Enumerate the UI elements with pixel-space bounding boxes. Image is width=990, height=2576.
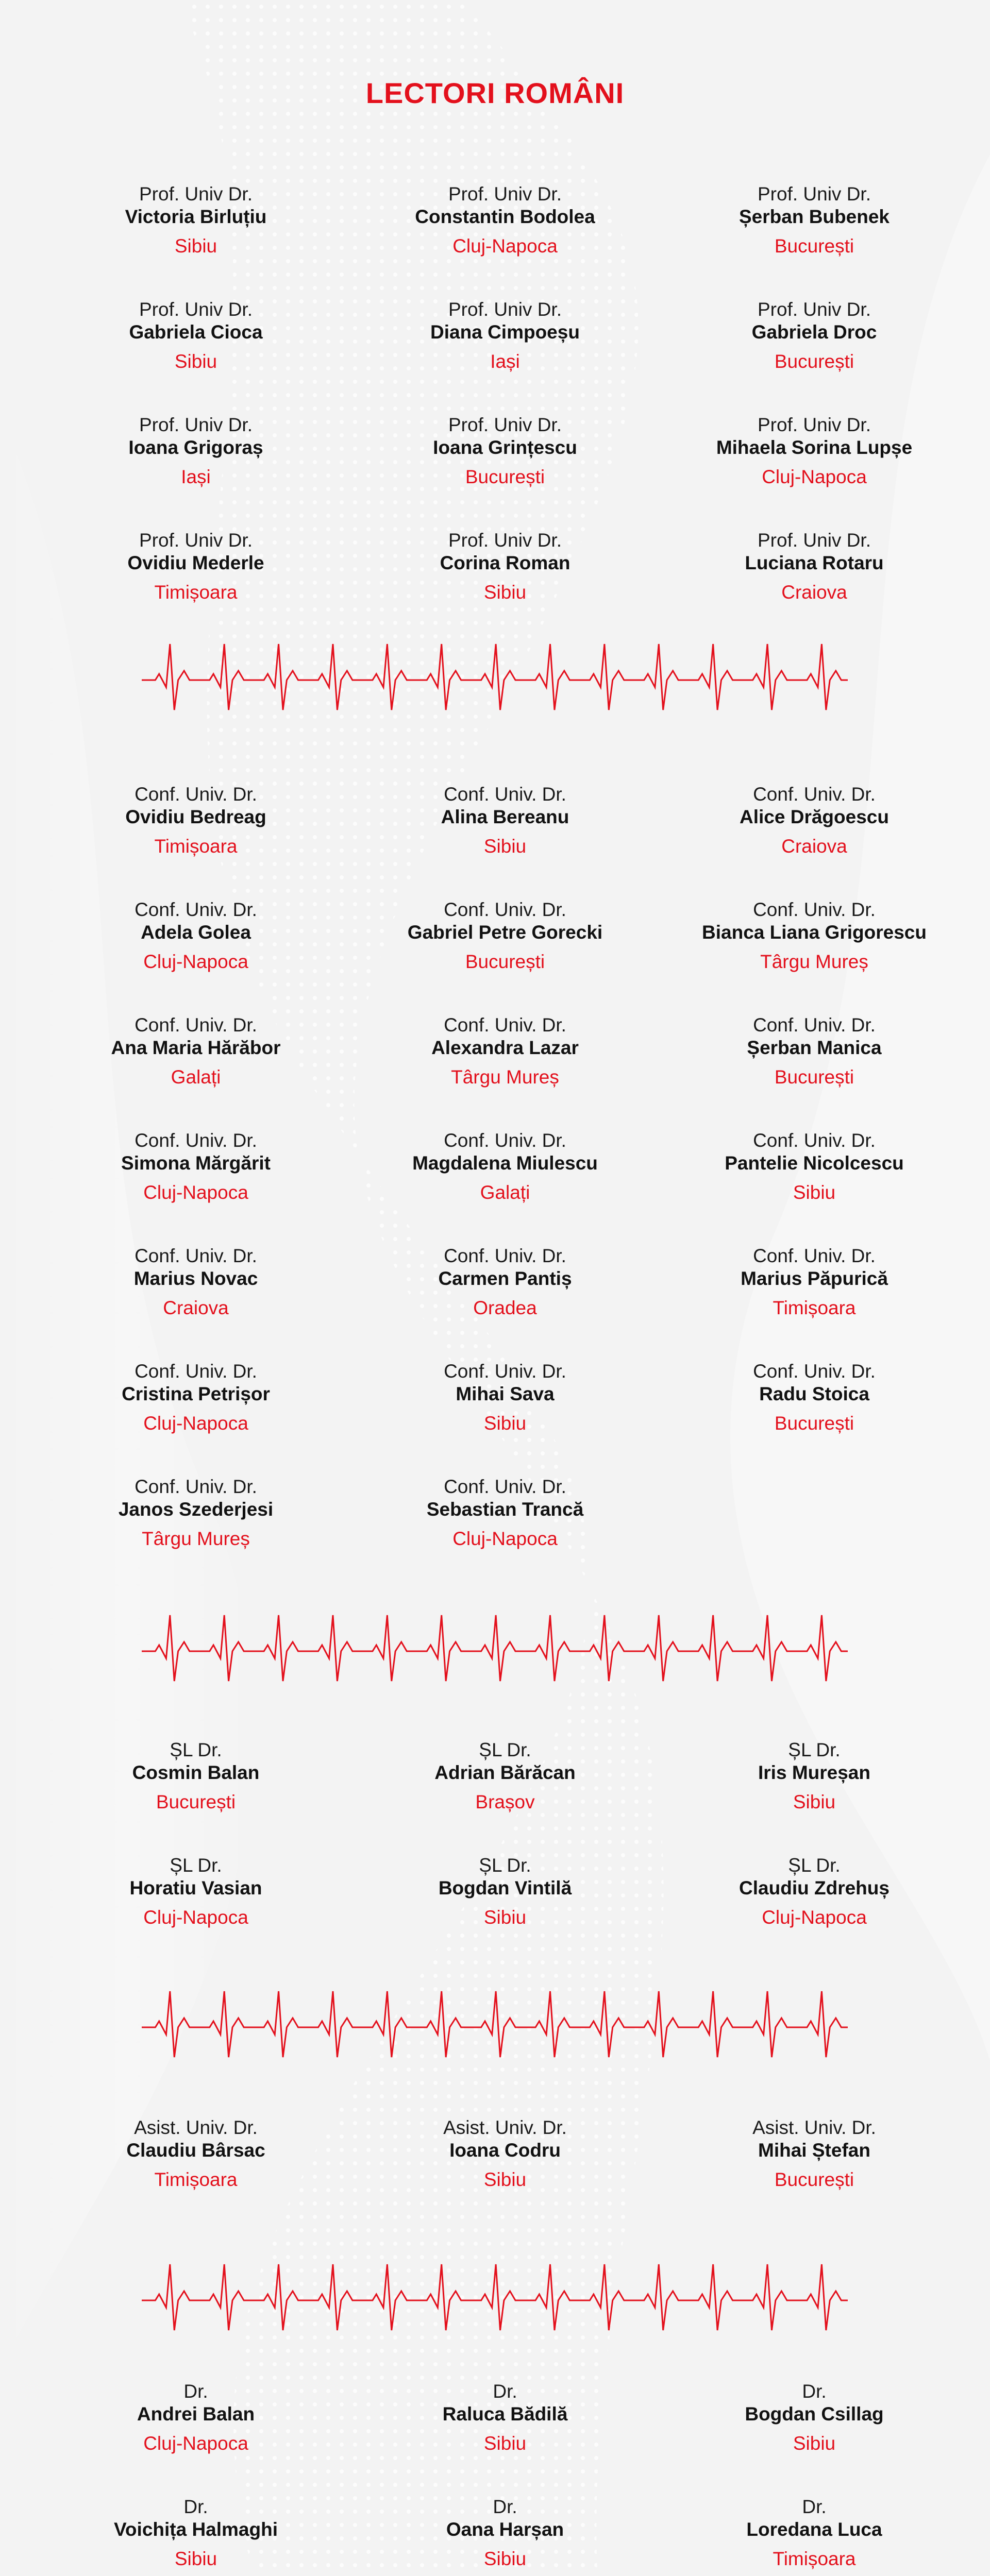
lecturer-name: Gabriela Cioca — [129, 321, 263, 343]
lecturer-card — [350, 2116, 660, 2232]
lecturer-name: Janos Szederjesi — [118, 1499, 274, 1520]
lecturer-title: Conf. Univ. Dr. — [753, 1361, 876, 1382]
lecturer-name: Ioana Grigoraș — [128, 437, 263, 459]
lecturer-name: Loredana Luca — [746, 2519, 882, 2540]
lecturer-city: Timișoara — [773, 2548, 856, 2569]
lecturer-name: Marius Păpurică — [741, 1268, 888, 1290]
lecturer-card — [41, 2116, 350, 2232]
lecturer-card — [350, 783, 660, 899]
lecturer-name: Mihai Sava — [456, 1383, 555, 1405]
lecturer-card — [660, 899, 969, 1014]
lecturer-name: Magdalena Miulescu — [412, 1153, 598, 1174]
lecturer-city: Cluj-Napoca — [762, 1906, 867, 1928]
lecturer-card — [660, 2116, 969, 2232]
lecturer-name: Ioana Grințescu — [433, 437, 577, 459]
lecturer-name: Mihai Ștefan — [758, 2140, 870, 2161]
lecturer-card — [660, 1739, 969, 1854]
lecturer-city: Târgu Mureș — [142, 1528, 250, 1549]
lecturer-city: Sibiu — [483, 835, 527, 857]
lecturer-city: Cluj-Napoca — [452, 1528, 558, 1549]
lecturer-card — [41, 1360, 350, 1476]
heartbeat-divider — [142, 2259, 848, 2342]
lecturer-city: Cluj-Napoca — [762, 466, 867, 487]
lecturer-city: Timișoara — [154, 2168, 238, 2190]
lecturer-city: București — [774, 235, 854, 257]
lecturer-city: Iași — [181, 466, 211, 487]
lecturer-title: Dr. — [493, 2496, 517, 2517]
lecturer-title: Prof. Univ Dr. — [448, 299, 562, 320]
lecturer-title: Conf. Univ. Dr. — [753, 1014, 876, 1036]
lecturer-title: Conf. Univ. Dr. — [135, 784, 257, 805]
lecturer-card — [41, 414, 350, 529]
lecturer-city: Sibiu — [793, 2432, 836, 2454]
lecturer-card — [41, 2380, 350, 2496]
lecturer-city: Sibiu — [483, 2168, 527, 2190]
lecturer-title: Prof. Univ Dr. — [139, 183, 253, 205]
lecturer-title: Prof. Univ Dr. — [139, 414, 253, 435]
lecturer-name: Bianca Liana Grigorescu — [702, 922, 927, 943]
lecturer-title: Asist. Univ. Dr. — [443, 2117, 567, 2138]
lecturer-city: Sibiu — [174, 235, 217, 257]
lecturer-city: Târgu Mureș — [760, 951, 868, 972]
lecturer-name: Pantelie Nicolcescu — [725, 1153, 904, 1174]
lecturer-name: Voichița Halmaghi — [114, 2519, 278, 2540]
lecturer-card — [350, 2380, 660, 2496]
lecturer-name: Cosmin Balan — [132, 1762, 260, 1784]
lecturer-city: Sibiu — [483, 581, 527, 603]
lecturer-card — [660, 1129, 969, 1245]
lecturer-card — [350, 1739, 660, 1854]
lecturer-city: Cluj-Napoca — [143, 1906, 248, 1928]
heartbeat-divider — [142, 639, 848, 721]
lecturer-city: Timișoara — [773, 1297, 856, 1318]
lecturer-name: Constantin Bodolea — [415, 206, 595, 228]
lecturer-card — [660, 2380, 969, 2496]
lecturer-title: Conf. Univ. Dr. — [444, 1361, 566, 1382]
lecturer-title: ȘL Dr. — [788, 1855, 841, 1876]
lecturer-card — [350, 899, 660, 1014]
lecturer-city: Târgu Mureș — [451, 1066, 559, 1088]
lecturer-card — [350, 1014, 660, 1129]
lecturer-name: Corina Roman — [440, 552, 570, 574]
lecturer-title: Dr. — [802, 2381, 827, 2402]
lecturer-city: Sibiu — [174, 2548, 217, 2569]
lecturer-city: Oradea — [473, 1297, 537, 1318]
lecturer-name: Bogdan Csillag — [745, 2403, 884, 2425]
lecturer-card — [350, 1129, 660, 1245]
lecturer-city: București — [465, 466, 545, 487]
lecturer-city: Sibiu — [483, 2432, 527, 2454]
lecturer-title: Prof. Univ Dr. — [758, 414, 871, 435]
lecturer-card — [660, 783, 969, 899]
lecturer-title: Prof. Univ Dr. — [758, 530, 871, 551]
lecturer-title: Dr. — [493, 2381, 517, 2402]
lecturer-city: Cluj-Napoca — [143, 1181, 248, 1203]
lecturer-title: Conf. Univ. Dr. — [753, 899, 876, 920]
lecturer-title: Conf. Univ. Dr. — [444, 1014, 566, 1036]
lecturer-title: ȘL Dr. — [479, 1855, 531, 1876]
lecturer-title: Asist. Univ. Dr. — [134, 2117, 258, 2138]
lecturer-title: Prof. Univ Dr. — [448, 414, 562, 435]
lecturer-card — [350, 183, 660, 298]
lecturer-title: Conf. Univ. Dr. — [135, 1361, 257, 1382]
lecturer-card — [350, 414, 660, 529]
lecturer-city: București — [156, 1791, 236, 1812]
lecturer-title: Prof. Univ Dr. — [139, 530, 253, 551]
lecturer-card — [660, 414, 969, 529]
lecturer-title: Prof. Univ Dr. — [758, 183, 871, 205]
lecturer-title: Dr. — [183, 2496, 208, 2517]
lecturer-title: Conf. Univ. Dr. — [135, 899, 257, 920]
section-lecturers — [0, 1739, 990, 1970]
lecturer-title: ȘL Dr. — [170, 1855, 222, 1876]
lecturer-city: Galați — [171, 1066, 221, 1088]
lecturer-name: Bogdan Vintilă — [438, 1877, 572, 1899]
lecturer-title: ȘL Dr. — [479, 1739, 531, 1760]
lecturer-title: Dr. — [183, 2381, 208, 2402]
lecturer-card — [41, 1476, 350, 1591]
lecturer-title: Conf. Univ. Dr. — [444, 1476, 566, 1497]
lecturer-city: Cluj-Napoca — [143, 1412, 248, 1434]
lecturer-city: Craiova — [781, 835, 847, 857]
heartbeat-divider — [142, 1986, 848, 2069]
lecturer-card — [41, 1245, 350, 1360]
lecturer-name: Mihaela Sorina Lupșe — [716, 437, 913, 459]
lecturer-title: Prof. Univ Dr. — [448, 530, 562, 551]
lecturer-card — [660, 183, 969, 298]
lecturer-city: Timișoara — [154, 835, 238, 857]
lecturer-name: Raluca Bădilă — [442, 2403, 568, 2425]
lecturer-card — [660, 1245, 969, 1360]
lecturer-name: Andrei Balan — [137, 2403, 255, 2425]
lecturer-name: Adela Golea — [141, 922, 251, 943]
lecturer-city: Sibiu — [483, 1906, 527, 1928]
lecturer-title: Conf. Univ. Dr. — [753, 1245, 876, 1266]
lecturer-card — [660, 1854, 969, 1970]
lecturer-name: Luciana Rotaru — [745, 552, 884, 574]
heartbeat-divider — [142, 1610, 848, 1692]
lecturer-name: Șerban Manica — [747, 1037, 882, 1059]
lecturer-name: Gabriela Droc — [751, 321, 877, 343]
lecturer-card — [41, 298, 350, 414]
lecturer-card — [41, 1129, 350, 1245]
lecturer-title: ȘL Dr. — [788, 1739, 841, 1760]
lecturer-city: Sibiu — [793, 1791, 836, 1812]
lecturer-title: Prof. Univ Dr. — [139, 299, 253, 320]
lecturer-title: Conf. Univ. Dr. — [135, 1245, 257, 1266]
lecturer-title: Conf. Univ. Dr. — [753, 784, 876, 805]
lecturer-name: Alexandra Lazar — [431, 1037, 579, 1059]
lecturer-title: Prof. Univ Dr. — [758, 299, 871, 320]
lecturer-card — [350, 1360, 660, 1476]
lecturer-card — [41, 783, 350, 899]
lecturer-city: București — [774, 350, 854, 372]
lecturer-card — [660, 529, 969, 645]
lecturer-city: Sibiu — [174, 350, 217, 372]
lecturer-card — [41, 529, 350, 645]
lecturer-card — [350, 298, 660, 414]
lecturer-title: ȘL Dr. — [170, 1739, 222, 1760]
lecturer-name: Marius Novac — [133, 1268, 258, 1290]
lecturer-name: Oana Harșan — [446, 2519, 564, 2540]
lecturer-title: Conf. Univ. Dr. — [444, 1245, 566, 1266]
section-associate-professors — [0, 783, 990, 1591]
lecturer-city: Cluj-Napoca — [143, 2432, 248, 2454]
lecturer-city: Brașov — [475, 1791, 535, 1812]
lecturer-city: Craiova — [163, 1297, 229, 1318]
lecturer-card — [350, 2496, 660, 2576]
lecturer-name: Alice Drăgoescu — [740, 806, 889, 828]
lecturer-city: Craiova — [781, 581, 847, 603]
lecturer-card — [41, 183, 350, 298]
section-doctors — [0, 2380, 990, 2576]
lecturer-card — [350, 1245, 660, 1360]
lecturer-title: Conf. Univ. Dr. — [444, 899, 566, 920]
lecturer-name: Radu Stoica — [759, 1383, 869, 1405]
lecturer-name: Claudiu Zdrehuș — [739, 1877, 890, 1899]
lecturer-title: Conf. Univ. Dr. — [753, 1130, 876, 1151]
lecturer-name: Cristina Petrișor — [122, 1383, 270, 1405]
lecturer-city: Sibiu — [483, 2548, 527, 2569]
lecturer-card — [660, 2496, 969, 2576]
lecturer-title: Conf. Univ. Dr. — [444, 784, 566, 805]
lecturer-name: Ovidiu Mederle — [127, 552, 264, 574]
section-assistants — [0, 2116, 990, 2232]
lecturer-card — [660, 298, 969, 414]
lecturer-card — [41, 1014, 350, 1129]
lecturer-name: Iris Mureșan — [758, 1762, 870, 1784]
lecturer-name: Horatiu Vasian — [129, 1877, 262, 1899]
lecturer-name: Carmen Pantiș — [438, 1268, 572, 1290]
lecturer-city: Cluj-Napoca — [143, 951, 248, 972]
lecturer-card — [41, 1739, 350, 1854]
lecturer-title: Conf. Univ. Dr. — [135, 1476, 257, 1497]
lecturer-card — [41, 1854, 350, 1970]
lecturer-name: Șerban Bubenek — [739, 206, 890, 228]
lecturer-title: Conf. Univ. Dr. — [135, 1014, 257, 1036]
lecturer-name: Ovidiu Bedreag — [125, 806, 266, 828]
lecturer-city: Sibiu — [793, 1181, 836, 1203]
section-professors — [0, 183, 990, 645]
lecturer-city: Cluj-Napoca — [452, 235, 558, 257]
lecturer-name: Alina Bereanu — [441, 806, 569, 828]
lecturer-name: Simona Mărgărit — [121, 1153, 271, 1174]
lecturer-name: Victoria Birluțiu — [125, 206, 267, 228]
lecturer-title: Dr. — [802, 2496, 827, 2517]
lecturer-name: Ioana Codru — [449, 2140, 561, 2161]
lecturer-city: Timișoara — [154, 581, 238, 603]
lecturer-city: București — [774, 1412, 854, 1434]
lecturer-city: Galați — [480, 1181, 530, 1203]
lecturer-title: Conf. Univ. Dr. — [135, 1130, 257, 1151]
lecturer-card — [660, 1360, 969, 1476]
lecturer-name: Claudiu Bârsac — [126, 2140, 265, 2161]
lecturer-card — [41, 2496, 350, 2576]
lecturer-name: Diana Cimpoeșu — [430, 321, 580, 343]
lecturer-city: București — [465, 951, 545, 972]
lecturer-city: Iași — [490, 350, 520, 372]
lecturer-name: Adrian Bărăcan — [434, 1762, 576, 1784]
lecturer-name: Gabriel Petre Gorecki — [407, 922, 603, 943]
lecturer-card — [41, 899, 350, 1014]
lecturer-title: Prof. Univ Dr. — [448, 183, 562, 205]
lecturer-city: București — [774, 2168, 854, 2190]
lecturer-card — [350, 1854, 660, 1970]
lecturer-title: Asist. Univ. Dr. — [752, 2117, 876, 2138]
lecturer-city: București — [774, 1066, 854, 1088]
lecturer-title: Conf. Univ. Dr. — [444, 1130, 566, 1151]
lecturer-card — [350, 1476, 660, 1591]
lecturer-card — [350, 529, 660, 645]
lecturer-name: Ana Maria Hărăbor — [111, 1037, 281, 1059]
lecturer-city: Sibiu — [483, 1412, 527, 1434]
lecturer-name: Sebastian Trancă — [426, 1499, 584, 1520]
lecturer-card — [660, 1014, 969, 1129]
page-title: LECTORI ROMÂNI — [365, 77, 625, 109]
